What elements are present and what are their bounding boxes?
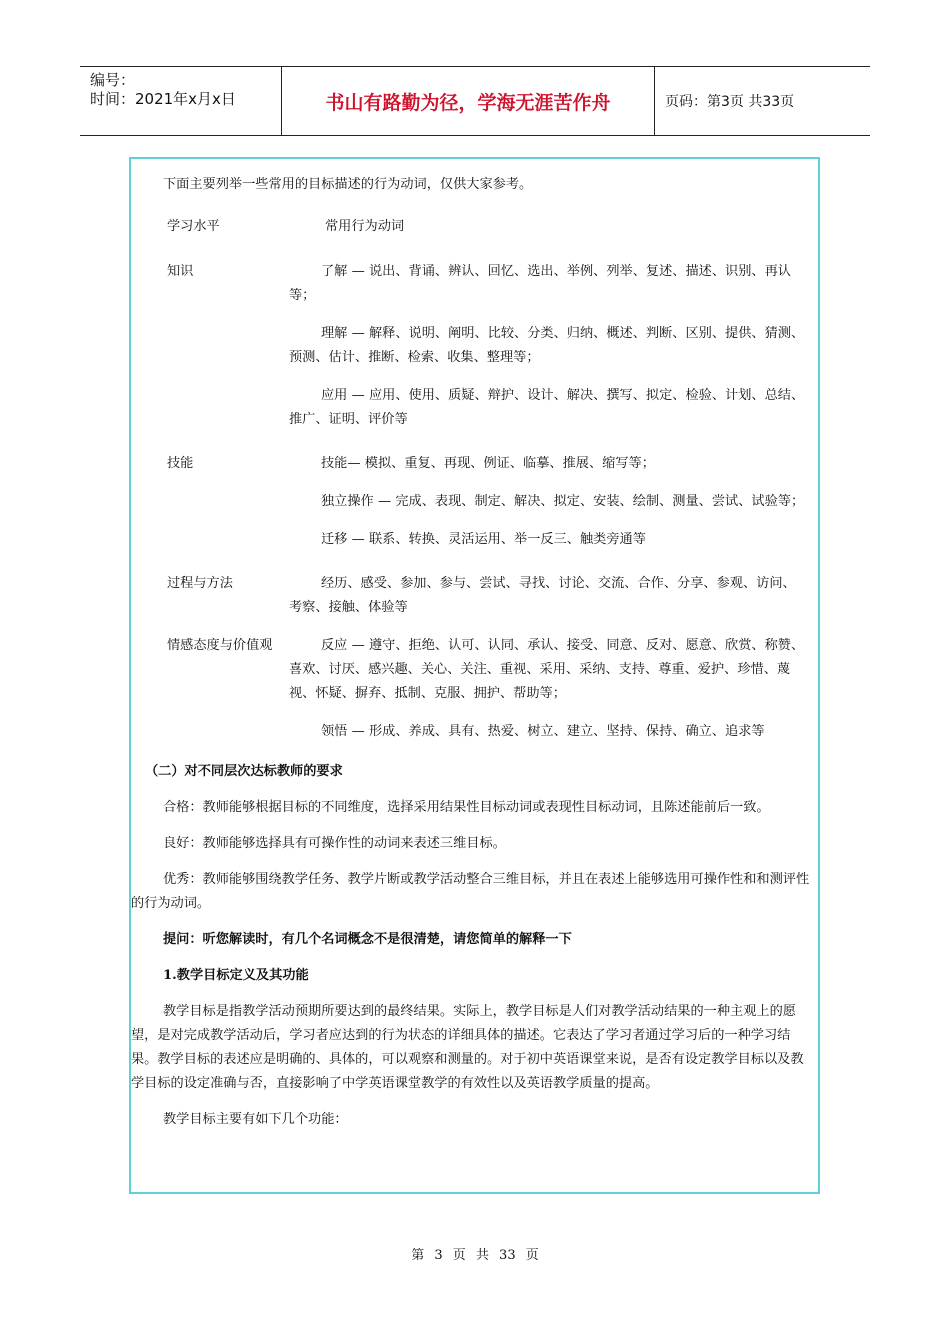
level-name: 知识 bbox=[167, 264, 194, 279]
section-title: （二）对不同层次达标教师的要求 bbox=[145, 764, 343, 779]
level-row-process bbox=[131, 572, 815, 620]
definition-paragraph: 教学目标是指教学活动预期所要达到的最终结果。实际上，教学目标是人们对教学活动结果的一种主观上的愿望，是对完成教学活动后，学习者应达到的行为状态的详细具体的描述。它表达了学习者通过学习后的一种学习结果。教学目标的表述应是明确的、具体的，可以观察和测量的。对于初中英语课堂来说，是否有设定教学目标以及教学目标的设定准确与否，直接影响了中学英语课堂教学的有效性以及英语教学质量的提高。 bbox=[131, 1004, 804, 1091]
verb-item: 了解 — 说出、背诵、辨认、回忆、选出、举例、列举、复述、描述、识别、再认等； bbox=[289, 264, 791, 303]
requirement-pass: 合格：教师能够根据目标的不同维度，选择采用结果性目标动词或表现性目标动词，且陈述能前后一致。 bbox=[163, 800, 770, 815]
verb-item: 领悟 — 形成、养成、具有、热爱、树立、建立、坚持、保持、确立、追求等 bbox=[321, 724, 765, 739]
question-heading: 提问：听您解读时，有几个名词概念不是很清楚，请您简单的解释一下 bbox=[163, 932, 572, 947]
level-name: 情感态度与价值观 bbox=[167, 638, 273, 653]
subsection-title: 1.教学目标定义及其功能 bbox=[163, 968, 309, 983]
requirement-good: 良好：教师能够选择具有可操作性的动词来表述三维目标。 bbox=[163, 836, 506, 851]
requirement-excellent: 优秀：教师能够围绕教学任务、教学片断或教学活动整合三维目标，并且在表述上能够选用可操作性和和测评性的行为动词。 bbox=[131, 872, 810, 911]
level-row-skills bbox=[131, 452, 815, 552]
level-name: 过程与方法 bbox=[167, 576, 233, 591]
level-row-attitude bbox=[131, 634, 815, 744]
header-motto: 书山有路勤为径，学海无涯苦作舟 bbox=[282, 67, 655, 135]
header-page-info: 页码：第3页 共33页 bbox=[665, 94, 795, 110]
verb-item: 迁移 — 联系、转换、灵活运用、举一反三、触类旁通等 bbox=[321, 532, 646, 547]
document-body bbox=[131, 160, 815, 1132]
table-header-row bbox=[131, 215, 815, 239]
verb-item: 经历、感受、参加、参与、尝试、寻找、讨论、交流、合作、分享、参观、访问、考察、接触、体验等 bbox=[289, 576, 796, 615]
level-row-knowledge bbox=[131, 260, 815, 432]
header-number: 编号： bbox=[90, 71, 136, 89]
header-meta bbox=[80, 67, 282, 135]
page-header bbox=[80, 66, 870, 136]
page-footer: 第 3 页 共 33 页 bbox=[411, 1248, 539, 1263]
functions-intro: 教学目标主要有如下几个功能： bbox=[163, 1112, 348, 1127]
header-date: 时间：2021年x月x日 bbox=[90, 90, 236, 108]
table-head-verbs: 常用行为动词 bbox=[325, 219, 405, 234]
verb-item: 技能— 模拟、重复、再现、例证、临摹、推展、缩写等； bbox=[321, 456, 655, 471]
verb-item: 反应 — 遵守、拒绝、认可、认同、承认、接受、同意、反对、愿意、欣赏、称赞、喜欢、讨厌、感兴趣、关心、关注、重视、采用、采纳、支持、尊重、爱护、珍惜、蔑视、怀疑、摒弃、抵制、克服、拥护、帮助等； bbox=[289, 638, 805, 701]
intro-paragraph: 下面主要列举一些常用的目标描述的行为动词，仅供大家参考。 bbox=[163, 177, 533, 192]
table-head-level: 学习水平 bbox=[167, 219, 220, 234]
level-name: 技能 bbox=[167, 456, 194, 471]
verb-item: 独立操作 — 完成、表现、制定、解决、拟定、安装、绘制、测量、尝试、试验等； bbox=[321, 494, 805, 509]
verb-item: 理解 — 解释、说明、阐明、比较、分类、归纳、概述、判断、区别、提供、猜测、预测、估计、推断、检索、收集、整理等； bbox=[289, 326, 805, 365]
verb-item: 应用 — 应用、使用、质疑、辩护、设计、解决、撰写、拟定、检验、计划、总结、推广、证明、评价等 bbox=[289, 388, 805, 427]
